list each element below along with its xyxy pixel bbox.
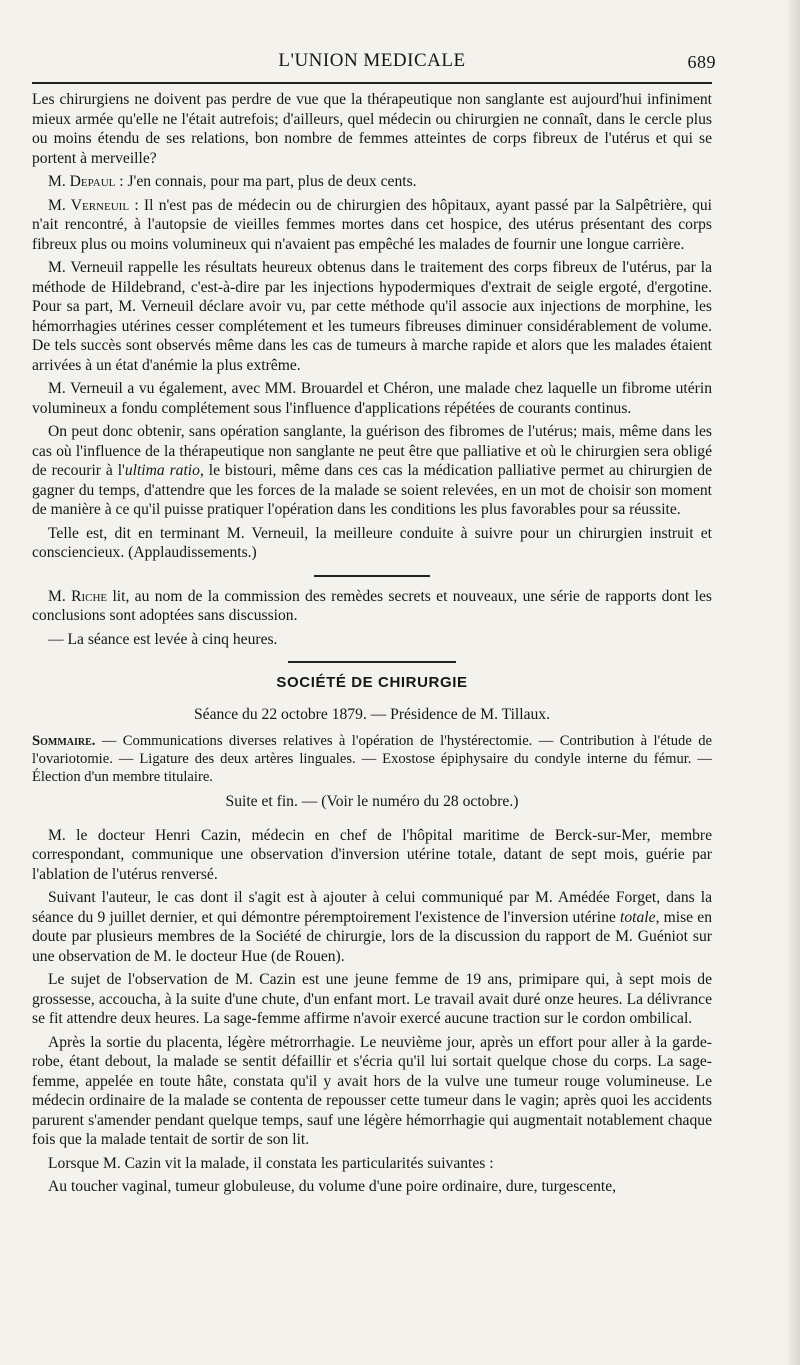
italic-run: totale — [620, 908, 656, 926]
separator-rule — [314, 575, 430, 577]
summary — [32, 732, 712, 786]
header-rule — [32, 82, 712, 84]
paragraph: Lorsque M. Cazin vit la malade, il constata les particularités suivantes : — [48, 1154, 494, 1172]
paragraph — [32, 172, 712, 192]
text-run: , mise en doute par plusieurs membres de la Société de chirurgie, lors de la discussion du rapport de M. Guéniot sur une observation de M. le docteur Hue (de Rouen). — [32, 908, 712, 965]
summary-label: Sommaire. — [32, 733, 96, 749]
text-run: Suivant l'auteur, le cas dont il s'agit est à ajouter à celui communiqué par M. Amédée Forget, dans la séance du 9 juillet dernier, et qui démontre péremptoirement l'existence de l'inversion utérine — [32, 889, 712, 926]
running-head — [32, 0, 716, 74]
speaker-text: lit, au nom de la commission des remèdes secrets et nouveaux, une série de rapports dont les conclusions sont adoptées sans discussion. — [32, 587, 712, 624]
speaker-name: M. Verneuil — [48, 196, 130, 214]
text-run: On peut donc obtenir, sans opération sanglante, la guérison des fibromes de l'utérus; mais, même dans les cas où l'influence de la thérapeutique non sanglante ne peut être que palliative et où le chirurgien sera obligé de recourir à l' — [32, 423, 712, 479]
paragraph: Au toucher vaginal, tumeur globuleuse, du volume d'une poire ordinaire, dure, turgescente, — [48, 1178, 617, 1195]
article-body — [32, 90, 712, 1197]
italic-run: ultima ratio — [124, 462, 200, 479]
continuation-note: Suite et fin. — (Voir le numéro du 28 octobre.) — [225, 793, 519, 810]
summary-text: — Communications diverses relatives à l'opération de l'hystérectomie. — Contribution à l'étude de l'ovariotomie. — Ligature des deux artères linguales. — Exostose épiphysaire du condyle interne du fémur. — Élection d'un membre titulaire. — [32, 733, 712, 785]
paragraph: M. Verneuil a vu également, avec MM. Brouardel et Chéron, une malade chez laquelle un fibrome utérin volumineux a fondu complétement sous l'influence d'applications répétées de courants continus. — [32, 380, 712, 417]
paragraph — [32, 422, 712, 520]
paragraph: M. le docteur Henri Cazin, médecin en chef de l'hôpital maritime de Berck-sur-Mer, membre correspondant, communique une observation d'inversion utérine totale, datant de sept mois, guérie par l'ablation de l'utérus renversé. — [32, 826, 712, 883]
paragraph — [32, 587, 712, 626]
closing-line: — La séance est levée à cinq heures. — [48, 630, 278, 648]
paragraph: Les chirurgiens ne doivent pas perdre de vue que la thérapeutique non sanglante est aujourd'hui infiniment mieux armée qu'elle ne l'était autrefois; d'ailleurs, quel médecin ou chirurgien ne connaît, dans le cercle plus ou moins étendu de ses relations, bon nombre de femmes atteintes de corps fibreux de l'utérus et qui se portent à merveille? — [32, 91, 712, 167]
speaker-name: M. Depaul — [48, 173, 116, 190]
text-run: , le bistouri, même dans ces cas la médication palliative permet au chirurgien de gagner du temps, d'attendre que les forces de la malade se soient relevées, en un mot de choisir son moment de manière à ce qu'il puisse pratiquer l'opération dans les conditions les plus favorables pour sa réussite. — [32, 462, 712, 518]
paragraph: Après la sortie du placenta, légère métrorrhagie. Le neuvième jour, après un effort pour aller à la garde-robe, étant debout, la malade se sentit défaillir et s'écria qu'il lui sortait quelque chose du corps. La sage-femme, appelée en toute hâte, constata qu'il y avait hors de la vulve une tumeur rouge volumineuse. Le médecin ordinaire de la malade se contenta de repousser cette tumeur dans le vagin; après quoi les accidents parurent s'amender pendant quelque temps, sauf une légère hémorrhagie qui augmentait notablement chaque fois que la malade tentait de sortir de son lit. — [32, 1033, 712, 1148]
paragraph: Le sujet de l'observation de M. Cazin est une jeune femme de 19 ans, primipare qui, à sept mois de grossesse, accoucha, à la suite d'une chute, d'un enfant mort. Le travail avait duré onze heures. La délivrance se fit attendre deux heures. La sage-femme affirme n'avoir exercé aucune traction sur le cordon ombilical. — [32, 971, 712, 1027]
speaker-text: : J'en connais, pour ma part, plus de deux cents. — [115, 173, 417, 190]
section-title: SOCIÉTÉ DE CHIRURGIE — [276, 674, 468, 691]
page-number: 689 — [687, 52, 716, 72]
paragraph: Telle est, dit en terminant M. Verneuil, la meilleure conduite à suivre pour un chirurgien instruit et consciencieux. (Applaudissements.) — [32, 524, 712, 561]
session-line: Séance du 22 octobre 1879. — Présidence de M. Tillaux. — [194, 705, 550, 723]
speaker-name: M. Riche — [48, 587, 108, 605]
journal-title: L'UNION MEDICALE — [278, 50, 466, 71]
speaker-text: : Il n'est pas de médecin ou de chirurgien des hôpitaux, ayant passé par la Salpêtrière, qui n'ait rencontré, à l'autopsie de vieilles femmes mortes dans cet hospice, des utérus présentant des corps fibreux plus ou moins volumineux qui n'avaient pas empêché les malades de fournir une longue carrière. — [32, 196, 713, 253]
section-rule — [288, 661, 456, 663]
paragraph: M. Verneuil rappelle les résultats heureux obtenus dans le traitement des corps fibreux de l'utérus, par la méthode de Hildebrand, c'est-à-dire par les injections hypodermiques d'extrait de seigle ergoté, d'ergotine. Pour sa part, M. Verneuil déclare avoir vu, par cette méthode qu'il associe aux injections de morphine, les hémorrhagies utérines cesser complétement et les tumeurs fibreuses diminuer considérablement de volume. De tels succès sont observés même dans les cas de tumeurs à marche rapide et alors que les malades étaient arrivées à un état d'anémie la plus extrême. — [32, 259, 712, 374]
paragraph — [32, 196, 712, 255]
paragraph — [32, 888, 712, 966]
